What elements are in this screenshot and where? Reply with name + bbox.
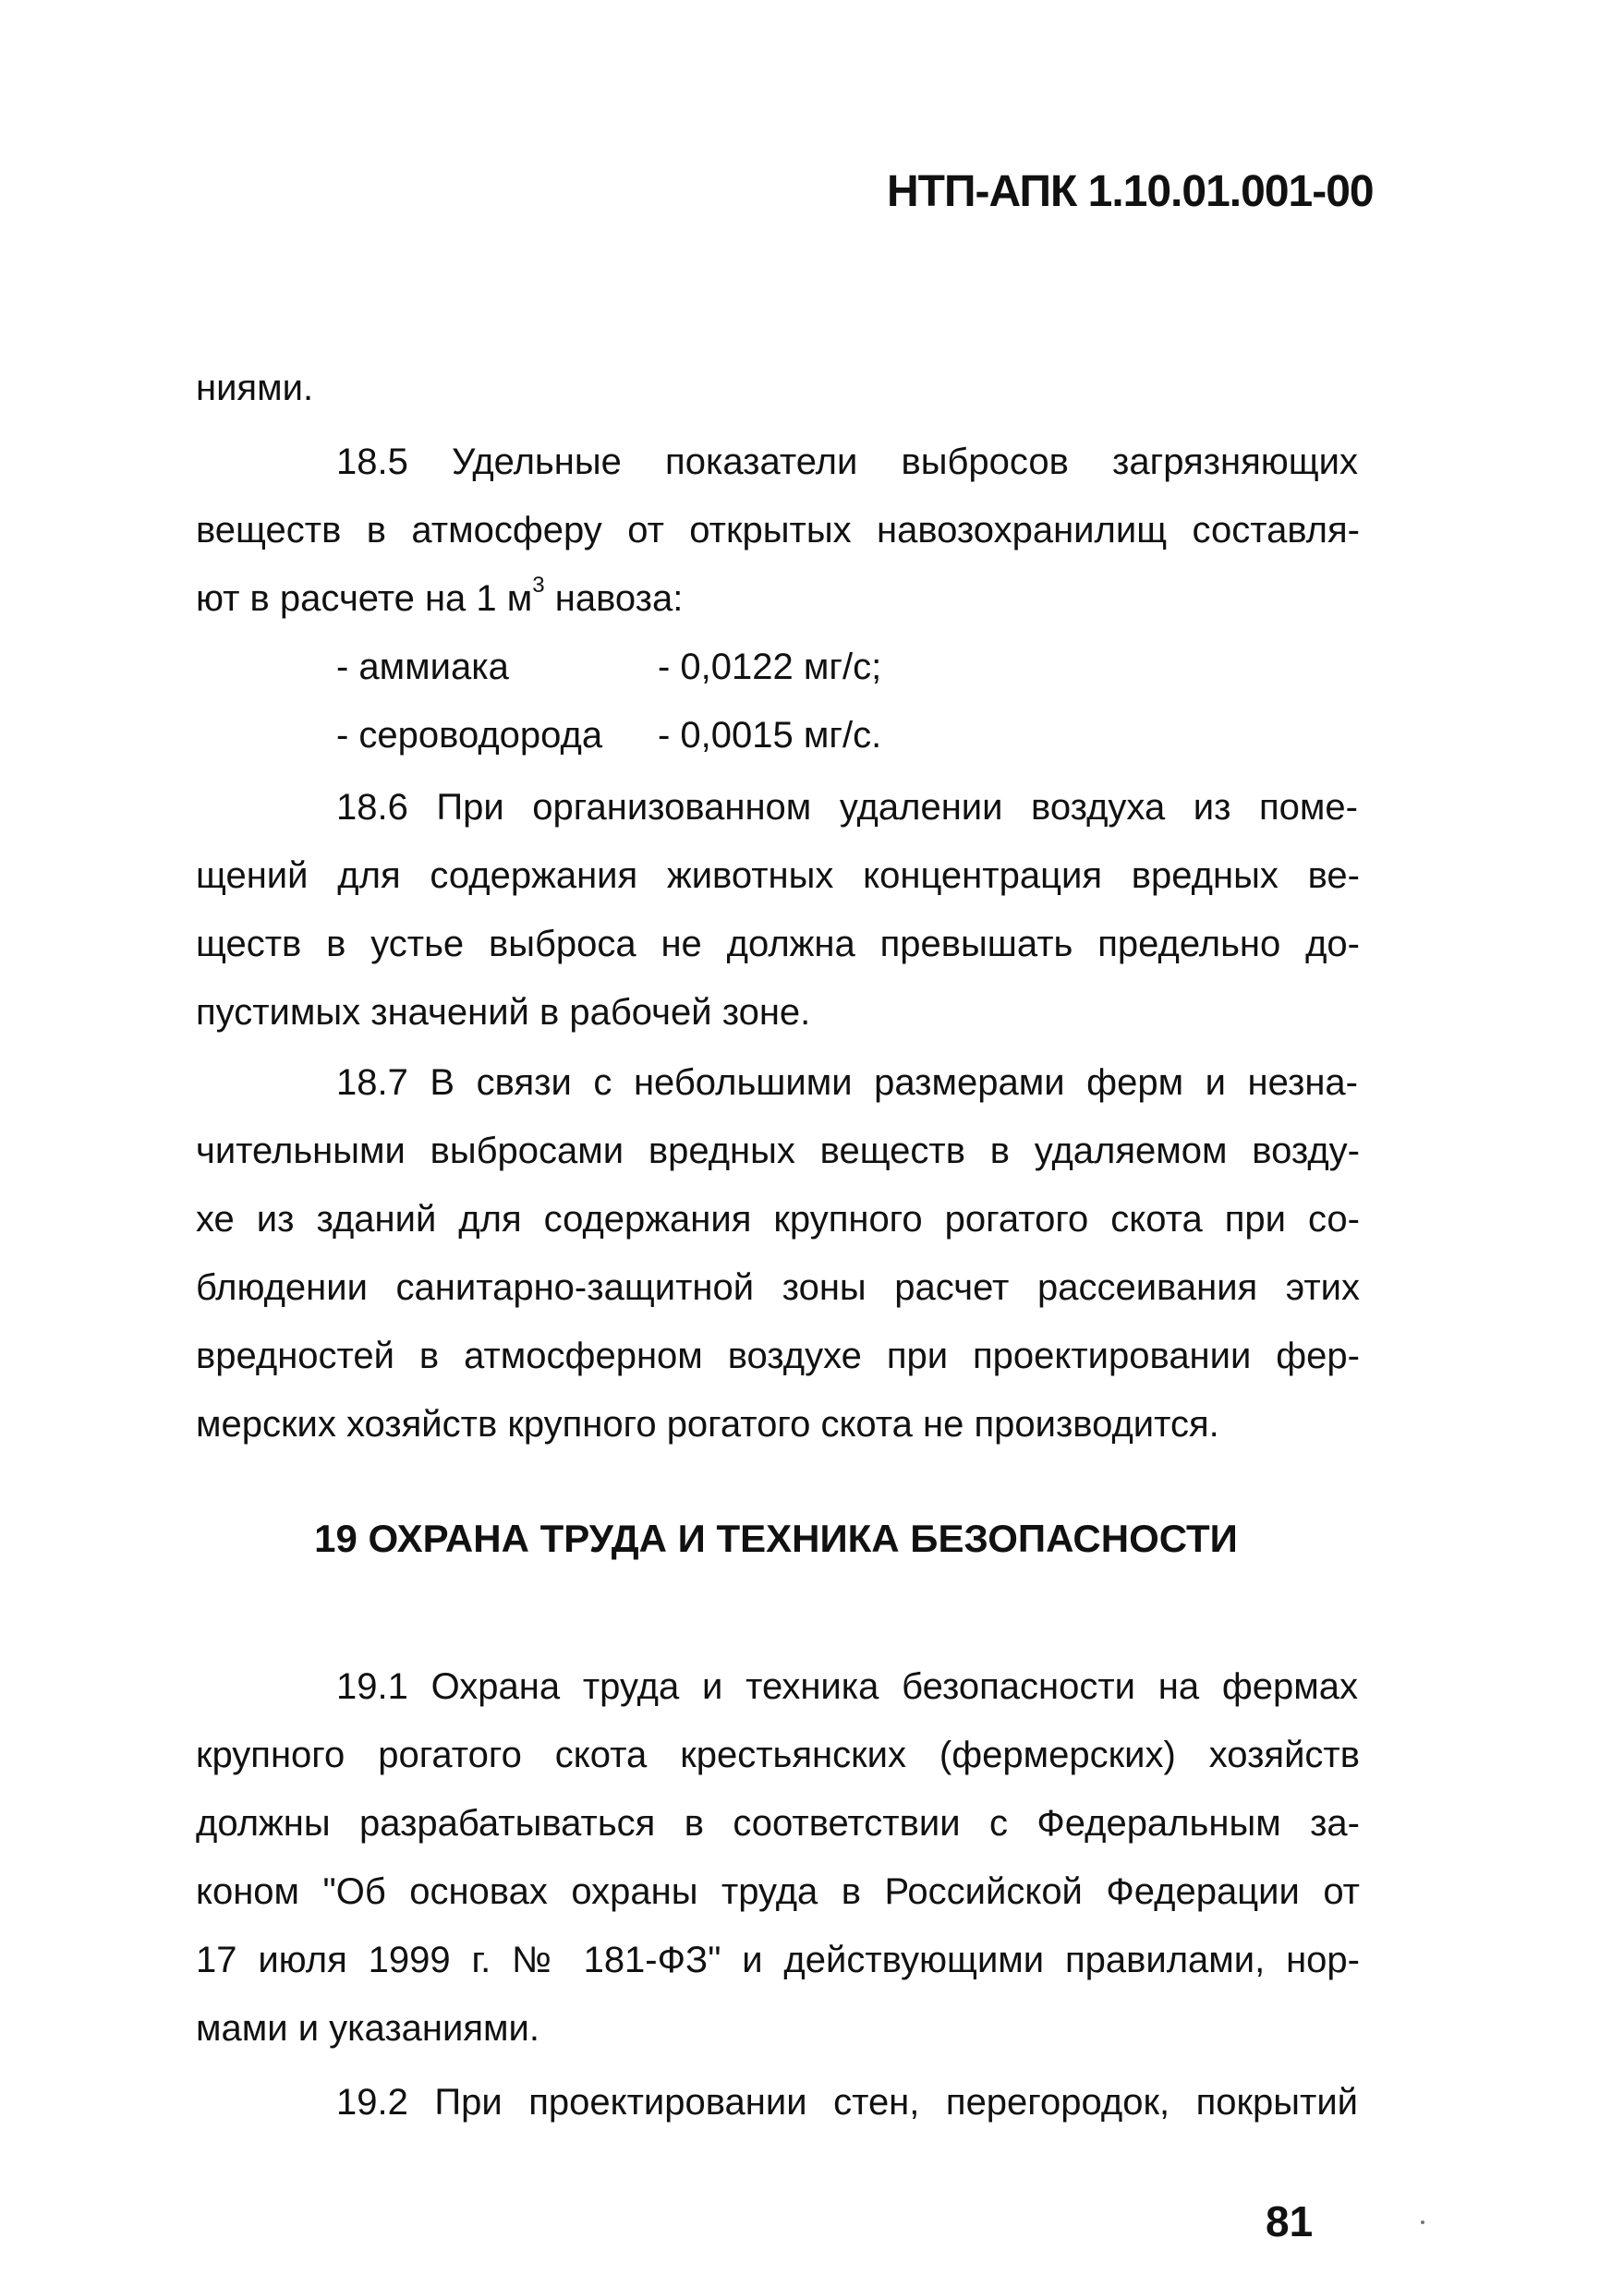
paragraph-18-5-line-2: веществ в атмосферу от открытых навозохранилищ составля-: [196, 510, 1360, 551]
paragraph-18-7-line-5: вредностей в атмосферном воздухе при проектировании фер-: [196, 1336, 1360, 1376]
paragraph-18-6-line-4: пустимых значений в рабочей зоне.: [196, 992, 811, 1033]
paragraph-text: ют в расчете на 1 м: [196, 578, 533, 619]
list-item-value: - 0,0122 мг/с;: [658, 647, 882, 687]
paragraph-19-1-line-5: 17 июля 1999 г. № 181-ФЗ" и действующими правилами, нор-: [196, 1940, 1360, 1980]
paragraph-19-1-line-3: должны разрабатываться в соответствии с Федеральным за-: [196, 1803, 1360, 1844]
paragraph-18-7-line-6: мерских хозяйств крупного рогатого скота не производится.: [196, 1404, 1219, 1445]
superscript: 3: [532, 573, 545, 598]
paragraph-text: навоза:: [544, 578, 684, 619]
paragraph-19-2-line-1: 19.2 При проектировании стен, перегородок, покрытий: [336, 2082, 1358, 2123]
page-number: 81: [1266, 2197, 1314, 2245]
paragraph-line: ниями.: [196, 368, 314, 408]
paragraph-18-6-line-3: ществ в устье выброса не должна превышать предельно до-: [196, 924, 1360, 964]
paragraph-18-5-line-1: 18.5 Удельные показатели выбросов загрязняющих: [336, 442, 1358, 482]
paragraph-18-6-line-1: 18.6 При организованном удалении воздуха из поме-: [336, 787, 1358, 828]
paragraph-19-1-line-1: 19.1 Охрана труда и техника безопасности на фермах: [336, 1666, 1358, 1707]
paragraph-18-7-line-2: чительными выбросами вредных веществ в удаляемом возду-: [196, 1131, 1360, 1171]
paragraph-18-7-line-3: хе из зданий для содержания крупного рогатого скота при со-: [196, 1199, 1360, 1240]
list-item-name: - сероводорода: [336, 715, 603, 756]
list-item-value: - 0,0015 мг/с.: [658, 715, 882, 756]
list-item-name: - аммиака: [336, 647, 509, 687]
paragraph-18-7-line-1: 18.7 В связи с небольшими размерами ферм и незна-: [336, 1062, 1358, 1103]
paragraph-18-7-line-4: блюдении санитарно-защитной зоны расчет рассеивания этих: [196, 1267, 1360, 1308]
paragraph-19-1-line-4: коном "Об основах охраны труда в Российской Федерации от: [196, 1871, 1360, 1912]
scan-speck: [1421, 2220, 1424, 2224]
paragraph-19-1-line-2: крупного рогатого скота крестьянских (фермерских) хозяйств: [196, 1735, 1360, 1775]
paragraph-19-1-line-6: мами и указаниями.: [196, 2008, 539, 2049]
document-code: НТП-АПК 1.10.01.001-00: [887, 167, 1374, 216]
section-heading: 19 ОХРАНА ТРУДА И ТЕХНИКА БЕЗОПАСНОСТИ: [314, 1517, 1238, 1560]
paragraph-18-6-line-2: щений для содержания животных концентрация вредных ве-: [196, 855, 1360, 896]
paragraph-18-5-line-3: [196, 575, 683, 623]
